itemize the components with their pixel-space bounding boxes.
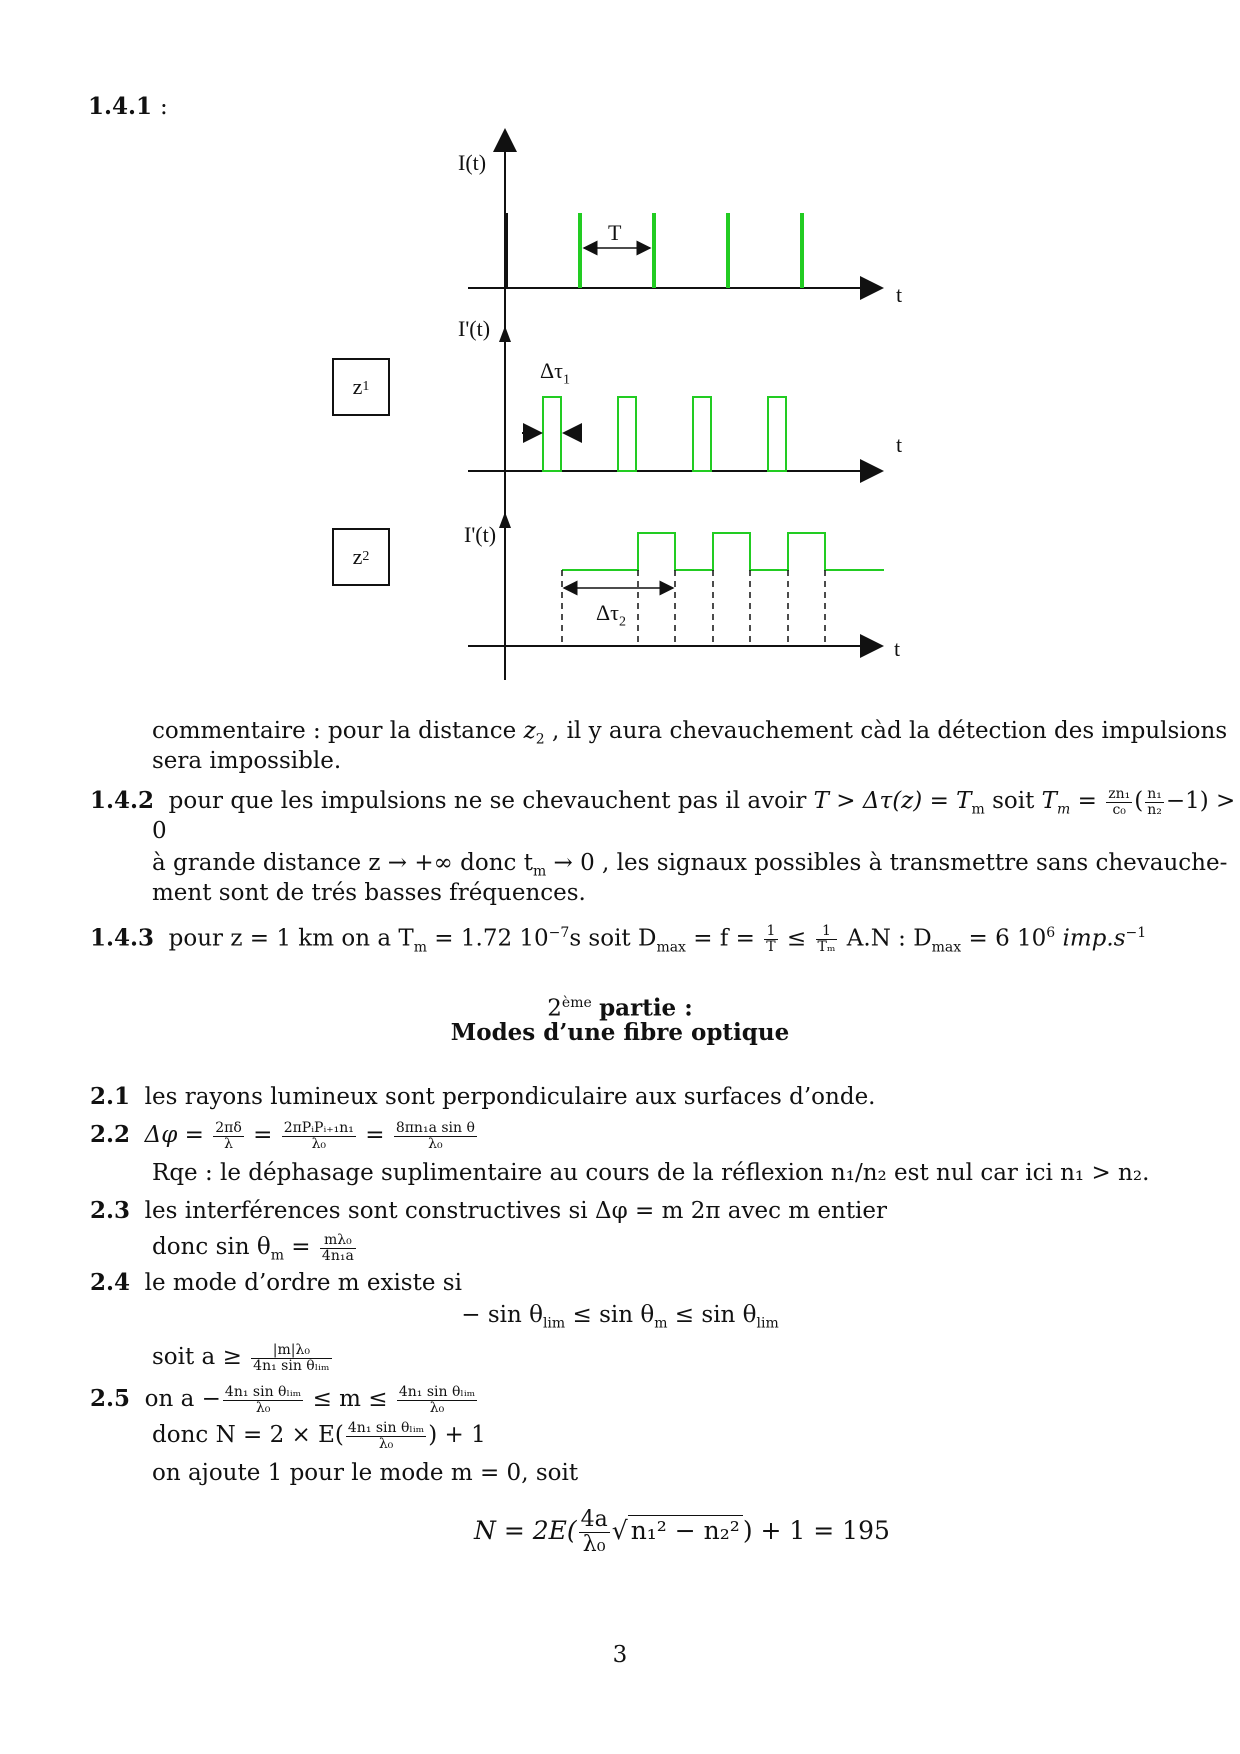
- text: ≤ m ≤: [305, 1386, 395, 1412]
- fraction: [213, 1121, 244, 1152]
- sub: m: [971, 801, 985, 818]
- text: commentaire : pour la distance: [152, 718, 524, 744]
- delta-symbol: Δτ: [596, 600, 619, 625]
- box-z2: [332, 528, 390, 586]
- section-22: [90, 1120, 479, 1152]
- fraction: [320, 1233, 356, 1264]
- sub: m: [270, 1247, 284, 1264]
- box-label: z: [352, 544, 363, 569]
- delta-sub: 1: [563, 372, 570, 388]
- den: T: [766, 939, 776, 956]
- text: = 1.72 10: [426, 925, 549, 952]
- den: λ₀: [311, 1135, 327, 1152]
- section-25: [90, 1384, 479, 1416]
- text: on a −: [144, 1386, 221, 1412]
- fraction: [282, 1121, 356, 1152]
- num: 1: [816, 924, 838, 940]
- y-axis-arrow-bottom: [499, 512, 511, 528]
- sub: m: [1057, 801, 1071, 818]
- delta-symbol: Δτ: [540, 358, 563, 383]
- sub: m: [654, 1315, 668, 1332]
- den: 4n₁ sin θₗᵢₘ: [253, 1357, 330, 1374]
- fraction: [1106, 787, 1132, 818]
- var: z: [523, 718, 536, 744]
- fraction: [346, 1421, 426, 1452]
- den: 4n₁a: [321, 1247, 354, 1264]
- part-word: partie :: [599, 994, 693, 1022]
- box-sub: 2: [362, 549, 370, 564]
- text: pour z = 1 km on a T: [168, 925, 414, 952]
- den: λ₀: [429, 1399, 445, 1416]
- top-xlabel: t: [896, 282, 903, 307]
- eq: =: [357, 1122, 392, 1148]
- fraction: [223, 1385, 303, 1416]
- num: 2πPᵢPᵢ₊₁n₁: [283, 1119, 354, 1136]
- den: λ₀: [378, 1435, 394, 1452]
- text: donc N = 2 × E(: [152, 1422, 344, 1448]
- section-label: 2.2: [90, 1121, 131, 1148]
- sub: lim: [756, 1315, 779, 1332]
- text: − sin θ: [461, 1302, 543, 1328]
- text: A.N : D: [839, 925, 932, 952]
- num: 8πn₁a sin θ: [395, 1119, 475, 1136]
- section-23: [90, 1196, 887, 1226]
- part2-title: Modes d’une fibre optique: [450, 1019, 790, 1046]
- section-label: 1.4.1: [88, 93, 153, 120]
- part-num: 2: [547, 995, 562, 1022]
- math: Δφ =: [144, 1122, 212, 1148]
- box-label: z: [352, 374, 363, 399]
- rect-pulse-3: [693, 397, 711, 471]
- box-z1: [332, 358, 390, 416]
- text: , il y aura chevauchement càd la détection des impulsions: [544, 718, 1228, 744]
- section-24: [90, 1268, 462, 1298]
- fraction: [816, 924, 838, 955]
- fraction: [251, 1343, 331, 1374]
- sup: −1: [1125, 925, 1147, 941]
- sqrt-body: n₁² − n₂²: [628, 1515, 743, 1545]
- num: zn₁: [1108, 785, 1131, 802]
- num: 4a: [580, 1507, 608, 1532]
- den: λ₀: [428, 1135, 443, 1152]
- rqe-line: Rqe : le déphasage suplimentaire au cours de la réflexion n₁/n₂ est nul car ici n₁ > n₂.: [152, 1160, 1150, 1186]
- text: = 6 10: [961, 925, 1047, 952]
- den: n₂: [1147, 801, 1162, 818]
- text: pour que les impulsions ne se chevauchent pas il avoir: [168, 788, 814, 814]
- text: donc sin θ: [152, 1234, 271, 1260]
- rect-pulse-4: [768, 397, 786, 471]
- den: λ₀: [582, 1532, 606, 1557]
- text: les interférences sont constructives si Δφ = m 2π avec m entier: [144, 1198, 888, 1224]
- section-25-donc: [152, 1420, 486, 1452]
- middle-xlabel: t: [896, 432, 903, 457]
- section-label: 2.4: [90, 1269, 131, 1296]
- delta-tau-1: [540, 358, 570, 388]
- top-ylabel: I(t): [458, 150, 487, 175]
- section-label: 2.3: [90, 1197, 131, 1224]
- sub: lim: [542, 1315, 566, 1332]
- den: c₀: [1112, 801, 1126, 818]
- sub: 2: [535, 731, 545, 748]
- box-sub: 1: [362, 379, 370, 394]
- section-24-soit: [152, 1342, 334, 1374]
- middle-ylabel: I'(t): [458, 316, 491, 341]
- section-label: 2.1: [90, 1083, 131, 1110]
- final-equation: N = 2E( $\frac{4a}{\text{λ₀}}$ √ n₁² − n₂² ) + 1 = 195: [474, 1507, 890, 1557]
- colon: :: [160, 94, 168, 120]
- section-24-inequality: [0, 1300, 1240, 1339]
- eq: =: [245, 1122, 280, 1148]
- rhs: ) + 1 = 195: [742, 1516, 890, 1545]
- delta-sub: 2: [619, 614, 626, 630]
- section-label: 1.4.3: [90, 924, 155, 952]
- unit: imp.s: [1055, 925, 1126, 952]
- text: ≤ sin θ: [565, 1302, 655, 1328]
- fraction: [1145, 787, 1164, 818]
- eq: =: [284, 1234, 318, 1260]
- section-142-line-1: 1.4.2 pour que les impulsions ne se chevauchent pas il avoir $T > \Delta\tau(z) = T_m$ soit $T_m$ = $\frac{\text{zn₁}}{\text{c₀}}$ ( $\frac{\text{n₁}}{\text{n₂}}$ −1) >: [90, 785, 1236, 818]
- fraction: [397, 1385, 477, 1416]
- sup: 6: [1046, 925, 1056, 941]
- page-number: 3: [612, 1642, 628, 1668]
- text: = f =: [685, 925, 763, 952]
- text: soit: [984, 788, 1042, 814]
- text: −1) >: [1165, 788, 1236, 814]
- num: 4n₁ sin θₗᵢₘ: [398, 1383, 476, 1400]
- text: à grande distance z → +∞ donc t: [152, 850, 533, 876]
- section-23-donc: [152, 1232, 358, 1271]
- fraction: [394, 1121, 477, 1152]
- text: soit a ≥: [152, 1344, 250, 1370]
- text: ) + 1: [428, 1422, 486, 1448]
- y-axis-arrow-middle: [499, 326, 511, 342]
- text: les rayons lumineux sont perpondiculaire aux surfaces d’onde.: [144, 1084, 876, 1110]
- pulse-figure: [0, 0, 1240, 700]
- sub: m: [532, 863, 547, 880]
- period-label: T: [608, 220, 622, 245]
- fraction: [579, 1508, 610, 1557]
- sub: max: [931, 939, 962, 956]
- fraction: [764, 924, 777, 955]
- comment-line-2: sera impossible.: [152, 748, 342, 774]
- section-label: 2.5: [90, 1385, 131, 1412]
- num: |m|λ₀: [251, 1343, 331, 1359]
- lhs: N = 2E(: [474, 1516, 577, 1545]
- num: 2πδ: [215, 1119, 242, 1136]
- text: → 0 , les signaux possibles à transmettre sans chevauche-: [546, 850, 1228, 876]
- den: λ₀: [255, 1399, 271, 1416]
- den: Tₘ: [817, 939, 836, 956]
- num: 4n₁ sin θₗᵢₘ: [224, 1383, 302, 1400]
- sub: max: [656, 939, 686, 956]
- bottom-ylabel: I'(t): [464, 522, 497, 547]
- section-25-ajoute: on ajoute 1 pour le mode m = 0, soit: [152, 1460, 579, 1486]
- section-21: [90, 1082, 876, 1112]
- sub: m: [413, 939, 427, 956]
- delta-tau-2: [596, 600, 626, 630]
- text: ≤ sin θ: [667, 1302, 757, 1328]
- bottom-xlabel: t: [894, 636, 901, 661]
- num: n₁: [1147, 785, 1162, 802]
- num: mλ₀: [320, 1233, 356, 1249]
- math: T > Δτ(z) = T: [813, 788, 972, 814]
- overlap-signal: [562, 533, 884, 570]
- rect-pulse-1: [543, 397, 561, 471]
- den: λ: [224, 1135, 233, 1152]
- text: le mode d’ordre m existe si: [144, 1270, 462, 1296]
- section-142-line-2: 0: [152, 818, 167, 844]
- section-143-line: [90, 918, 1146, 962]
- sup: −7: [548, 925, 570, 941]
- section-label: 1.4.2: [90, 787, 155, 814]
- section-142-line-4: ment sont de trés basses fréquences.: [152, 880, 586, 906]
- num: 4n₁ sin θₗᵢₘ: [347, 1419, 425, 1436]
- num: 1: [764, 924, 777, 940]
- rect-pulse-2: [618, 397, 636, 471]
- text: ≤: [779, 925, 814, 952]
- text: s soit D: [569, 925, 657, 952]
- part-sup: ème: [561, 995, 592, 1011]
